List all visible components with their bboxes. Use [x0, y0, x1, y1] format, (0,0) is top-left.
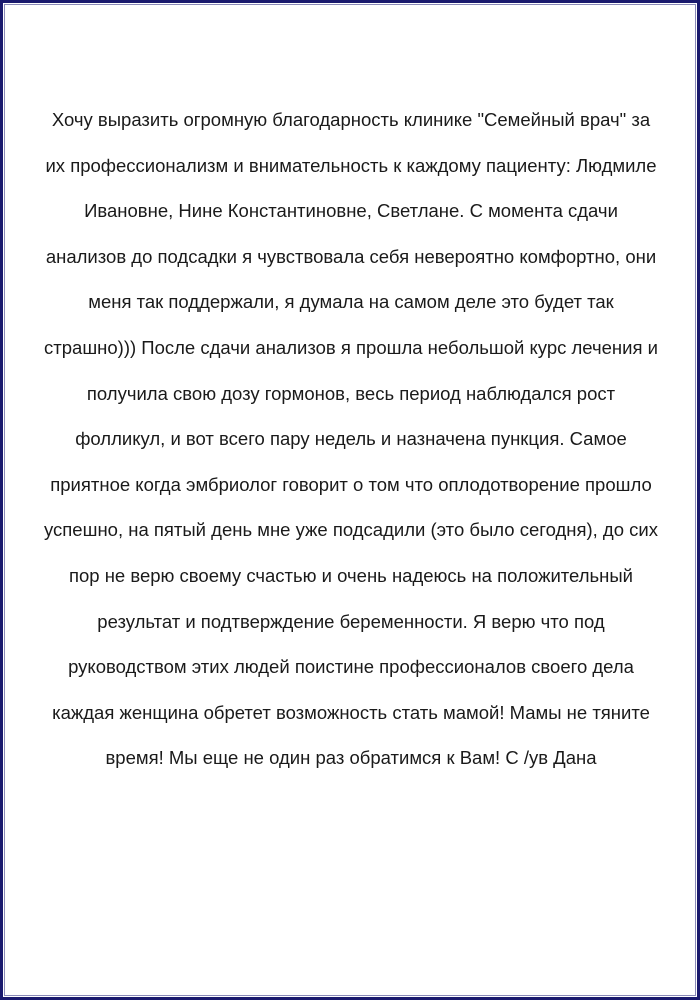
text-line-6: страшно))) После сдачи анализов я прошла небольшой курс лечения и — [44, 336, 658, 358]
text-line-4: анализов до подсадки я чувствовала себя невероятно комфортно, они — [45, 245, 657, 267]
testimonial-text — [13, 97, 689, 781]
text-line-14: каждая женщина обретет возможность стать мамой! Мамы не тяните — [52, 701, 650, 723]
text-line-13: руководством этих людей поистине профессионалов своего дела — [68, 656, 634, 678]
text-line-7: получила свою дозу гормонов, весь период наблюдался рост — [86, 382, 616, 404]
text-line-3: Ивановне, Нине Константиновне, Светлане. С момента сдачи — [84, 200, 618, 222]
text-line-12: результат и подтверждение беременности. Я верю что под — [97, 610, 605, 632]
text-line-1: Хочу выразить огромную благодарность клинике "Семейный врач" за — [51, 109, 651, 130]
text-line-2: их профессионализм и внимательность к каждому пациенту: Людмиле — [45, 154, 657, 176]
text-line-11: пор не верю своему счастью и очень надеюсь на положительный — [68, 564, 634, 586]
text-line-10: успешно, на пятый день мне уже подсадили (это было сегодня), до сих — [44, 519, 658, 541]
text-line-8: фолликул, и вот всего пару недель и назначена пункция. Самое — [75, 428, 627, 450]
text-line-5: меня так поддержали, я думала на самом деле это будет так — [88, 291, 614, 313]
text-line-15: время! Мы еще не один раз обратимся к Вам! С /ув Дана — [105, 747, 597, 769]
text-line-9: приятное когда эмбриолог говорит о том что оплодотворение прошло — [50, 473, 652, 495]
